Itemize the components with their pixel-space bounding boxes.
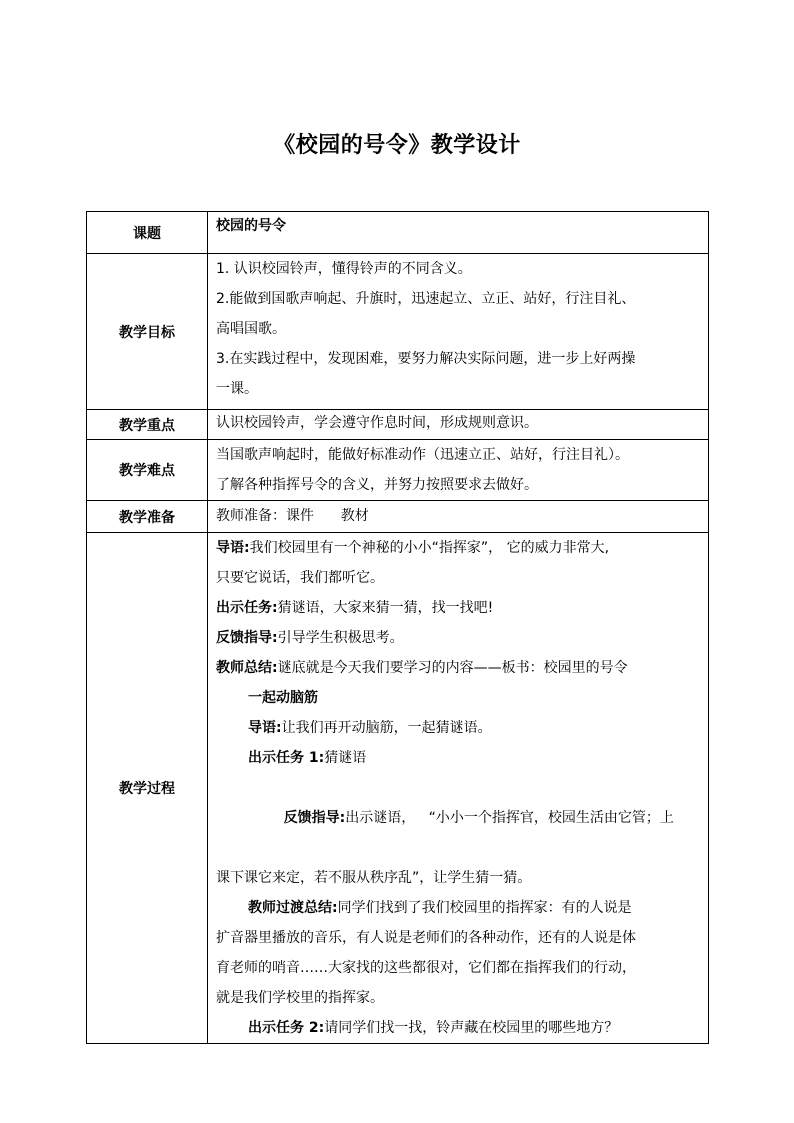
row-difficulties	[87, 440, 709, 501]
label-process: 教学过程	[87, 533, 208, 1044]
process-run-label: 反馈指导:	[283, 810, 346, 826]
process-line: 只要它说话，我们都听它。	[216, 570, 384, 586]
process-run-label: 导语:	[248, 720, 282, 736]
objective-line: 2.能做到国歌声响起、升旗时，迅速起立、立正、站好，行注目礼、	[216, 291, 636, 307]
label-preparation: 教学准备	[87, 501, 208, 533]
process-line: 就是我们学校里的指挥家。	[216, 990, 384, 1006]
process-line	[216, 713, 702, 743]
label-key-points: 教学重点	[87, 410, 208, 440]
value-preparation	[208, 501, 709, 533]
process-run: 同学们找到了我们校园里的指挥家：有的人说是	[337, 900, 632, 916]
process-line	[216, 533, 702, 563]
difficulty-line: 了解各种指挥号令的含义，并努力按照要求去做好。	[216, 477, 538, 493]
value-difficulties	[208, 440, 709, 501]
process-line: 课下课它来定，若不服从秩序乱”，让学生猜一猜。	[216, 870, 532, 886]
value-process	[208, 533, 709, 1044]
row-objectives	[87, 254, 709, 410]
process-run: 请同学们找一找，铃声藏在校园里的哪些地方？	[324, 1020, 619, 1036]
lesson-plan-table	[86, 211, 709, 1044]
process-run-label: 导语:	[216, 540, 250, 556]
process-line: 育老师的哨音……大家找的这些都很对，它们都在指挥我们的行动，	[216, 960, 636, 976]
process-line	[216, 1013, 702, 1043]
process-line	[216, 743, 702, 773]
process-run: 猜谜语，大家来猜一猜，找一找吧!	[277, 600, 494, 616]
row-process	[87, 533, 709, 1044]
process-line: 扩音器里播放的音乐，有人说是老师们的各种动作，还有的人说是体	[216, 930, 636, 946]
process-run: 谜底就是今天我们要学习的内容——板书：校园里的号令	[277, 660, 628, 676]
process-section-heading: 一起动脑筋	[248, 690, 318, 706]
process-run: 猜谜语	[324, 750, 367, 766]
label-objectives: 教学目标	[87, 254, 208, 410]
row-topic	[87, 212, 709, 254]
process-run: 让我们再开动脑筋，一起猜谜语。	[281, 720, 492, 736]
process-line	[216, 893, 702, 923]
process-line	[216, 773, 702, 863]
process-run-label: 教师总结:	[216, 660, 278, 676]
objective-line: 3.在实践过程中，发现困难，要努力解决实际问题，进一步上好两操	[216, 351, 636, 367]
process-line	[216, 653, 702, 683]
difficulty-line: 当国歌声响起时，能做好标准动作（迅速立正、站好，行注目礼）。	[216, 447, 629, 463]
process-run: 出示谜语， “小小一个指挥官，校园生活由它管；上	[345, 810, 674, 826]
process-run-label: 出示任务 1:	[248, 750, 325, 766]
objective-line: 一课。	[216, 381, 258, 397]
process-run-label: 出示任务:	[216, 600, 278, 616]
process-line	[216, 623, 702, 653]
objective-line: 1. 认识校园铃声，懂得铃声的不同含义。	[216, 261, 472, 277]
document-title: 《校园的号令》教学设计	[273, 132, 521, 158]
key-points-text: 认识校园铃声，学会遵守作息时间，形成规则意识。	[216, 415, 538, 431]
topic-text: 校园的号令	[216, 218, 286, 234]
value-key-points	[208, 410, 709, 440]
value-topic	[208, 212, 709, 254]
process-run-label: 反馈指导:	[216, 630, 278, 646]
label-topic: 课题	[87, 212, 208, 254]
process-line	[216, 593, 702, 623]
process-run: 引导学生积极思考。	[277, 630, 404, 646]
value-objectives	[208, 254, 709, 410]
process-run-label: 教师过渡总结:	[248, 900, 338, 916]
preparation-text: 教师准备：课件 教材	[216, 508, 369, 524]
process-run: 我们校园里有一个神秘的小小“指挥家”， 它的威力非常大,	[249, 540, 610, 556]
label-difficulties: 教学难点	[87, 440, 208, 501]
objective-line: 高唱国歌。	[216, 321, 286, 337]
row-key-points	[87, 410, 709, 440]
row-preparation	[87, 501, 709, 533]
process-run-label: 出示任务 2:	[248, 1020, 325, 1036]
